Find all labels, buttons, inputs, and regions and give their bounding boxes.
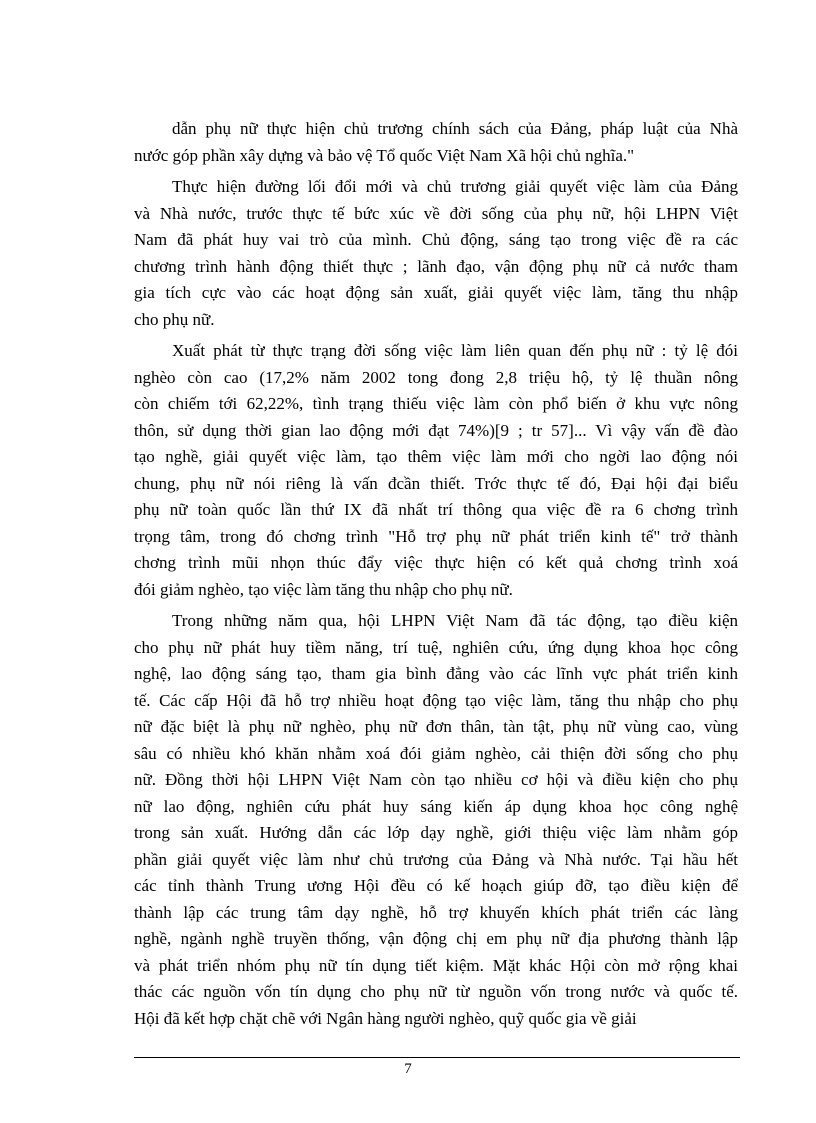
paragraph <box>134 116 738 169</box>
text-line: còn chiếm tới 62,22%, tình trạng thiếu việc làm còn phổ biến ở khu vực nông <box>134 394 738 413</box>
footer-divider <box>134 1057 740 1058</box>
body-text <box>134 116 738 1032</box>
page-number: 7 <box>404 1061 412 1077</box>
text-line: nghề, ngành nghề truyền thống, vận động chị em phụ nữ địa phương thành lập <box>134 929 738 948</box>
text-line: nghệ, lao động sáng tạo, tham gia bình đẳng vào các lĩnh vực phát triển kinh <box>134 664 738 683</box>
text-line: trọng tâm, trong đó chơng trình "Hỗ trợ phụ nữ phát triển kinh tế" trở thành <box>134 526 738 546</box>
text-line: thôn, sử dụng thời gian lao động mới đạt 74%)[9 ; tr 57]... Vì vậy vấn đề đào <box>134 420 738 440</box>
text-line: nữ lao động, nghiên cứu phát huy sáng kiến áp dụng khoa học công nghệ <box>134 796 738 816</box>
text-line: Xuất phát từ thực trạng đời sống việc làm liên quan đến phụ nữ : tỷ lệ đói <box>172 341 738 360</box>
paragraph <box>134 608 738 1032</box>
text-line: tạo nghề, giải quyết việc làm, tạo thêm việc làm mới cho ngời lao động nói <box>134 447 738 466</box>
paragraph <box>134 174 738 333</box>
text-line: trong sản xuất. Hướng dẫn các lớp dạy nghề, giới thiệu việc làm nhằm góp <box>134 823 738 842</box>
text-line: và phát triển nhóm phụ nữ tín dụng tiết kiệm. Mặt khác Hội còn mở rộng khai <box>134 955 738 975</box>
text-line: nước góp phần xây dựng và bảo vệ Tổ quốc Việt Nam Xã hội chủ nghĩa." <box>134 145 635 165</box>
text-line: chơng trình mũi nhọn thúc đẩy việc thực hiện có kết quả chơng trình xoá <box>134 553 738 572</box>
text-line: nghèo còn cao (17,2% năm 2002 tong đong 2,8 triệu hộ, tỷ lệ thuần nông <box>134 367 738 387</box>
text-line: phần giải quyết việc làm như chủ trương của Đảng và Nhà nước. Tại hầu hết <box>134 849 738 869</box>
text-line: chương trình hành động thiết thực ; lãnh đạo, vận động phụ nữ cả nước tham <box>134 256 738 276</box>
text-line: nữ. Đồng thời hội LHPN Việt Nam còn tạo nhiều cơ hội và điều kiện cho phụ <box>134 770 738 789</box>
text-line: các tỉnh thành Trung ương Hội đều có kế hoạch giúp đỡ, tạo điều kiện để <box>134 876 738 895</box>
text-line: dẫn phụ nữ thực hiện chủ trương chính sách của Đảng, pháp luật của Nhà <box>172 119 738 138</box>
text-line: cho phụ nữ. <box>134 309 215 329</box>
text-line: cho phụ nữ phát huy tiềm năng, trí tuệ, nghiên cứu, ứng dụng khoa học công <box>134 637 738 657</box>
text-line: tế. Các cấp Hội đã hỗ trợ nhiều hoạt động tạo việc làm, tăng thu nhập cho phụ <box>134 690 738 710</box>
text-line: đói giảm nghèo, tạo việc làm tăng thu nhập cho phụ nữ. <box>134 579 513 599</box>
text-line: phụ nữ toàn quốc lần thứ IX đã nhất trí thông qua việc đề ra 6 chơng trình <box>134 500 738 519</box>
text-line: Thực hiện đường lối đổi mới và chủ trương giải quyết việc làm của Đảng <box>172 177 738 196</box>
text-line: thác các nguồn vốn tín dụng cho phụ nữ từ nguồn vốn trong nước và quốc tế. <box>134 982 738 1001</box>
text-line: chung, phụ nữ nói riêng là vấn đcần thiết. Trớc thực tế đó, Đại hội đại biểu <box>134 473 738 493</box>
text-line: gia tích cực vào các hoạt động sản xuất, giải quyết việc làm, tăng thu nhập <box>134 283 738 302</box>
text-line: và Nhà nước, trước thực tế bức xúc về đời sống của phụ nữ, hội LHPN Việt <box>134 203 738 223</box>
text-line: Trong những năm qua, hội LHPN Việt Nam đã tác động, tạo điều kiện <box>172 611 738 630</box>
text-line: Nam đã phát huy vai trò của mình. Chủ động, sáng tạo trong việc đề ra các <box>134 230 738 249</box>
text-line: nữ đặc biệt là phụ nữ nghèo, phụ nữ đơn thân, tàn tật, phụ nữ vùng cao, vùng <box>134 717 738 736</box>
text-line: sâu có nhiều khó khăn nhằm xoá đói giảm nghèo, cải thiện đời sống cho phụ <box>134 743 738 763</box>
text-line: thành lập các trung tâm dạy nghề, hỗ trợ khuyến khích phát triển các làng <box>134 902 738 922</box>
text-line: Hội đã kết hợp chặt chẽ với Ngân hàng người nghèo, quỹ quốc gia về giải <box>134 1008 637 1028</box>
paragraph <box>134 338 738 603</box>
